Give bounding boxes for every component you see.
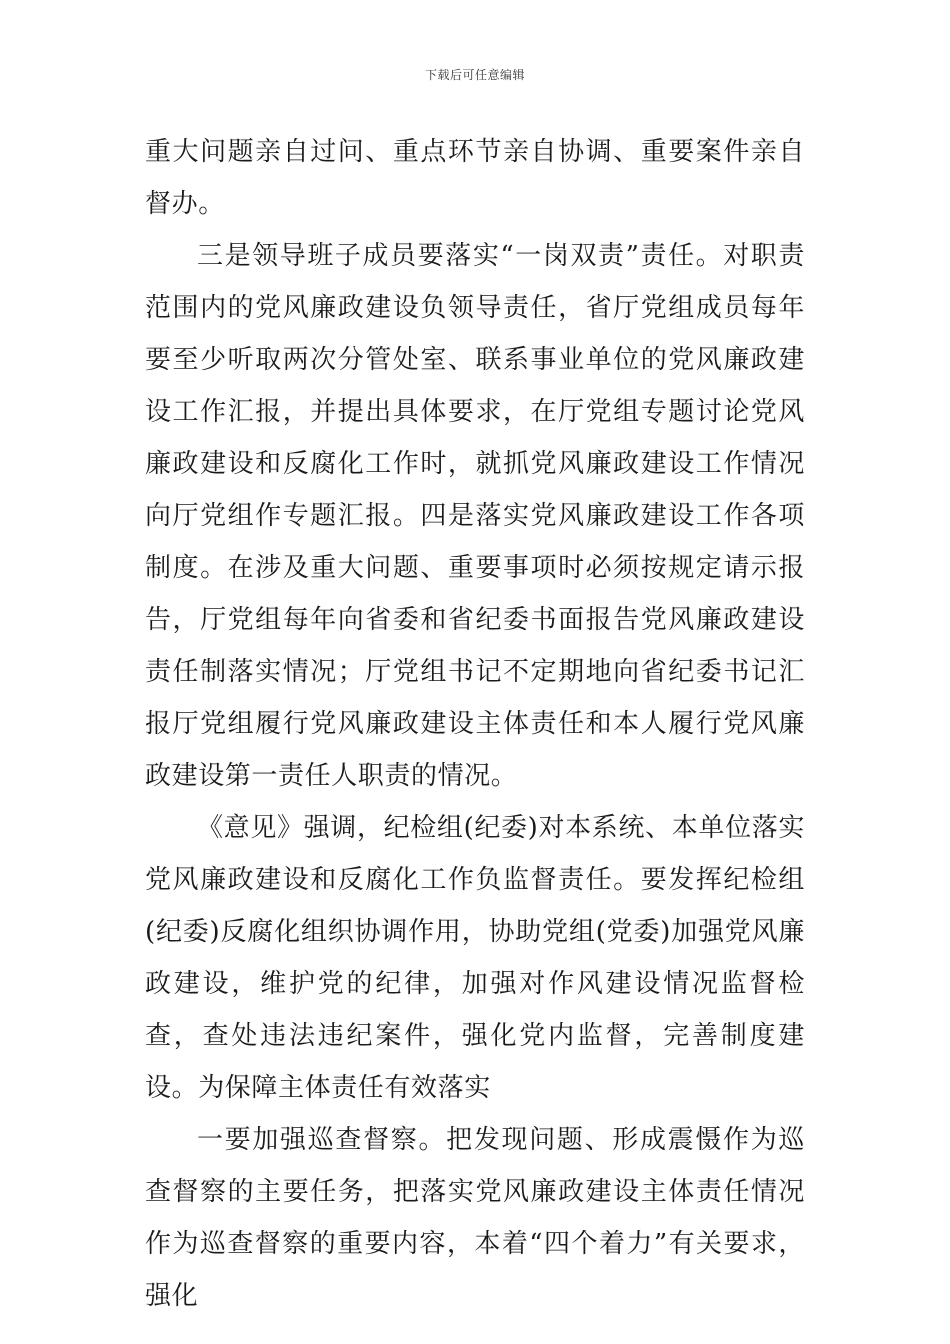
paragraph-2: 三是领导班子成员要落实“一岗双责”责任。对职责范围内的党风廉政建设负领导责任，省厅党组成员每年要至少听取两次分管处室、联系事业单位的党风廉政建设工作汇报，并提出具体要求，在厅党组专题讨论党风廉政建设和反腐化工作时，就抓党风廉政建设工作情况向厅党组作专题汇报。四是落实党风廉政建设工作各项制度。在涉及重大问题、重要事项时必须按规定请示报告，厅党组每年向省委和省纪委书面报告党风廉政建设责任制落实情况；厅党组书记不定期地向省纪委书记汇报厅党组履行党风廉政建设主体责任和本人履行党风廉政建设第一责任人职责的情况。 [145,241,805,791]
paragraph-3: 《意见》强调，纪检组(纪委)对本系统、本单位落实党风廉政建设和反腐化工作负监督责任。要发挥纪检组(纪委)反腐化组织协调作用，协助党组(党委)加强党风廉政建设，维护党的纪律，加强对作风建设情况监督检查，查处违法违纪案件，强化党内监督，完善制度建设。为保障主体责任有效落实 [145,813,805,1103]
paragraph-4: 一要加强巡查督察。把发现问题、形成震慑作为巡查督察的主要任务，把落实党风廉政建设主体责任情况作为巡查督察的重要内容，本着“四个着力”有关要求，强化 [145,1125,805,1311]
document-body [145,126,805,1322]
paragraph-1: 重大问题亲自过问、重点环节亲自协调、重要案件亲自督办。 [145,137,805,219]
page-header: 下载后可任意编辑 [424,68,525,82]
